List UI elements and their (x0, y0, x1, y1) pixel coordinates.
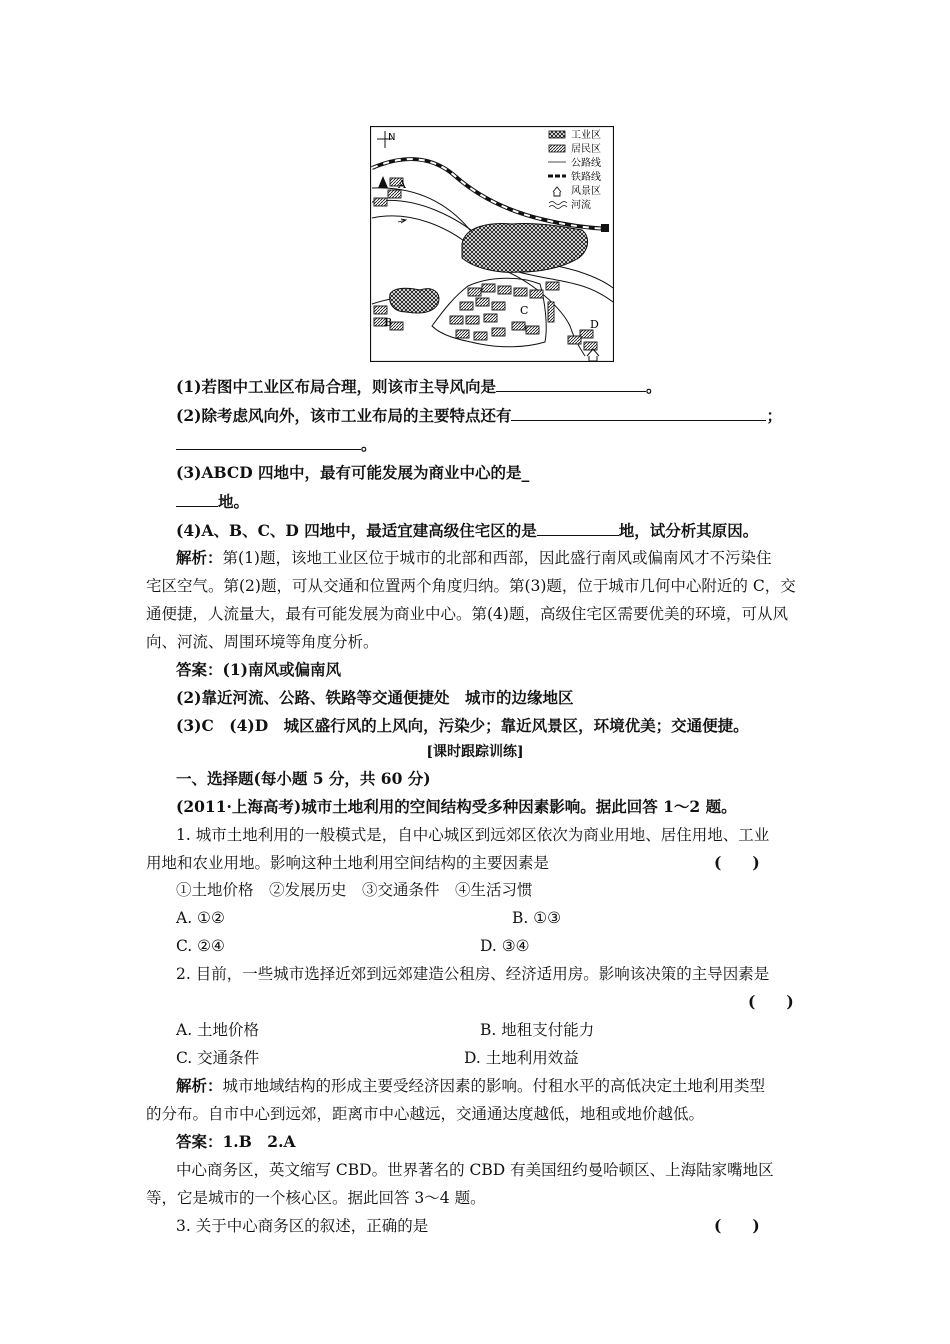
answer-blank[interactable] (176, 434, 361, 450)
answer-blank[interactable] (537, 520, 619, 536)
industrial-legend-icon (549, 131, 565, 138)
cbd-intro-line-2: 等，它是城市的一个核心区。据此回答 3～4 题。 (146, 1189, 486, 1207)
question-2-continued: 。 (176, 434, 377, 455)
option-d[interactable]: D. ③④ (480, 937, 530, 955)
question-1: (1)若图中工业区布局合理，则该市主导风向是 。 (176, 377, 662, 396)
option-a[interactable]: A. 土地价格 (176, 1021, 260, 1039)
svg-text:河流: 河流 (571, 200, 591, 211)
question-4: (4)A、B、C、D 四地中，最适宜建高级住宅区的是 地，试分析其原因。 (176, 521, 759, 540)
section-title: [课时跟踪训练] (426, 744, 524, 760)
city-land-use-map (370, 126, 614, 362)
answer-bracket[interactable]: ( ) (714, 1216, 760, 1235)
answer-2: 答案：1.B 2.A (176, 1132, 296, 1151)
answer-1-line-3: (3)C (4)D 城区盛行风的上风向，污染少；靠近风景区，环境优美；交通便捷。 (176, 716, 749, 735)
point-c-label: C (520, 304, 529, 317)
svg-text:公路线: 公路线 (571, 158, 601, 169)
analysis-2-line-2: 的分布。自市中心到远郊，距离市中心越远，交通通达度越低，地租或地价越低。 (146, 1105, 705, 1123)
industrial-area-west (390, 288, 439, 313)
answer-blank[interactable] (496, 376, 646, 392)
part-1-title: 一、选择题(每小题 5 分，共 60 分) (176, 769, 431, 788)
option-b[interactable]: B. 地租支付能力 (480, 1021, 595, 1039)
option-c[interactable]: C. 交通条件 (176, 1049, 260, 1067)
point-a-label: A (398, 178, 406, 191)
point-b-label: B (384, 316, 393, 329)
analysis-1-line-1: 解析：第(1)题，该地工业区位于城市的北部和西部，因此盛行南风或偏南风才不污染住 (176, 548, 772, 567)
north-label: N (388, 132, 396, 143)
mc-question-1-line-2: 用地和农业用地。影响这种土地利用空间结构的主要因素是 (146, 854, 550, 872)
analysis-1-line-2: 宅区空气。第(2)题，可从交通和位置两个角度归纳。第(3)题，位于城市几何中心附近的 C，交 (146, 577, 796, 595)
analysis-1-line-3: 通便捷，人流量大，最有可能发展为商业中心。第(4)题，高级住宅区需要优美的环境，可从风 (146, 605, 788, 623)
svg-text:工业区: 工业区 (571, 130, 601, 141)
answer-bracket[interactable]: ( ) (714, 853, 760, 872)
analysis-2-line-1: 解析：城市地域结构的形成主要受经济因素的影响。付租水平的高低决定土地利用类型 (176, 1076, 766, 1095)
mc-question-1-line-1: 1. 城市土地利用的一般模式是，自中心城区到远郊区依次为商业用地、居住用地、工业 (176, 826, 770, 844)
svg-text:铁路线: 铁路线 (571, 172, 601, 183)
svg-text:居民区: 居民区 (571, 144, 601, 155)
answer-bracket[interactable]: ( ) (748, 992, 794, 1011)
option-b[interactable]: B. ①③ (512, 909, 562, 927)
answer-blank[interactable] (511, 405, 766, 421)
question-3-continued: 地。 (176, 491, 249, 512)
answer-1-line-2: (2)靠近河流、公路、铁路等交通便捷处 城市的边缘地区 (176, 688, 574, 707)
mc-question-2-line-1: 2. 目前，一些城市选择近郊到远郊建造公租房、经济适用房。影响该决策的主导因素是 (176, 965, 770, 983)
mc-question-3: 3. 关于中心商务区的叙述，正确的是 (176, 1217, 429, 1235)
option-c[interactable]: C. ②④ (176, 937, 225, 955)
mc-question-1-items: ①土地价格 ②发展历史 ③交通条件 ④生活习惯 (176, 881, 533, 899)
cbd-intro-line-1: 中心商务区，英文缩写 CBD。世界著名的 CBD 有美国纽约曼哈顿区、上海陆家嘴地区 (176, 1161, 774, 1179)
residential-legend-icon (549, 145, 565, 152)
option-d[interactable]: D. 土地利用效益 (464, 1049, 579, 1067)
intro-1: (2011·上海高考)城市土地利用的空间结构受多种因素影响。据此回答 1～2 题。 (176, 797, 737, 816)
answer-1-line-1: 答案：(1)南风或偏南风 (176, 660, 341, 679)
question-3: (3)ABCD 四地中，最有可能发展为商业中心的是_ (176, 463, 530, 482)
option-a[interactable]: A. ①② (176, 909, 225, 927)
answer-blank[interactable] (176, 491, 218, 507)
svg-text:风景区: 风景区 (571, 186, 601, 197)
point-d-label: D (590, 318, 599, 331)
question-2: (2)除考虑风向外，该市工业布局的主要特点还有 ； (176, 406, 782, 425)
analysis-1-line-4: 向、河流、周围环境等角度分析。 (146, 633, 379, 651)
